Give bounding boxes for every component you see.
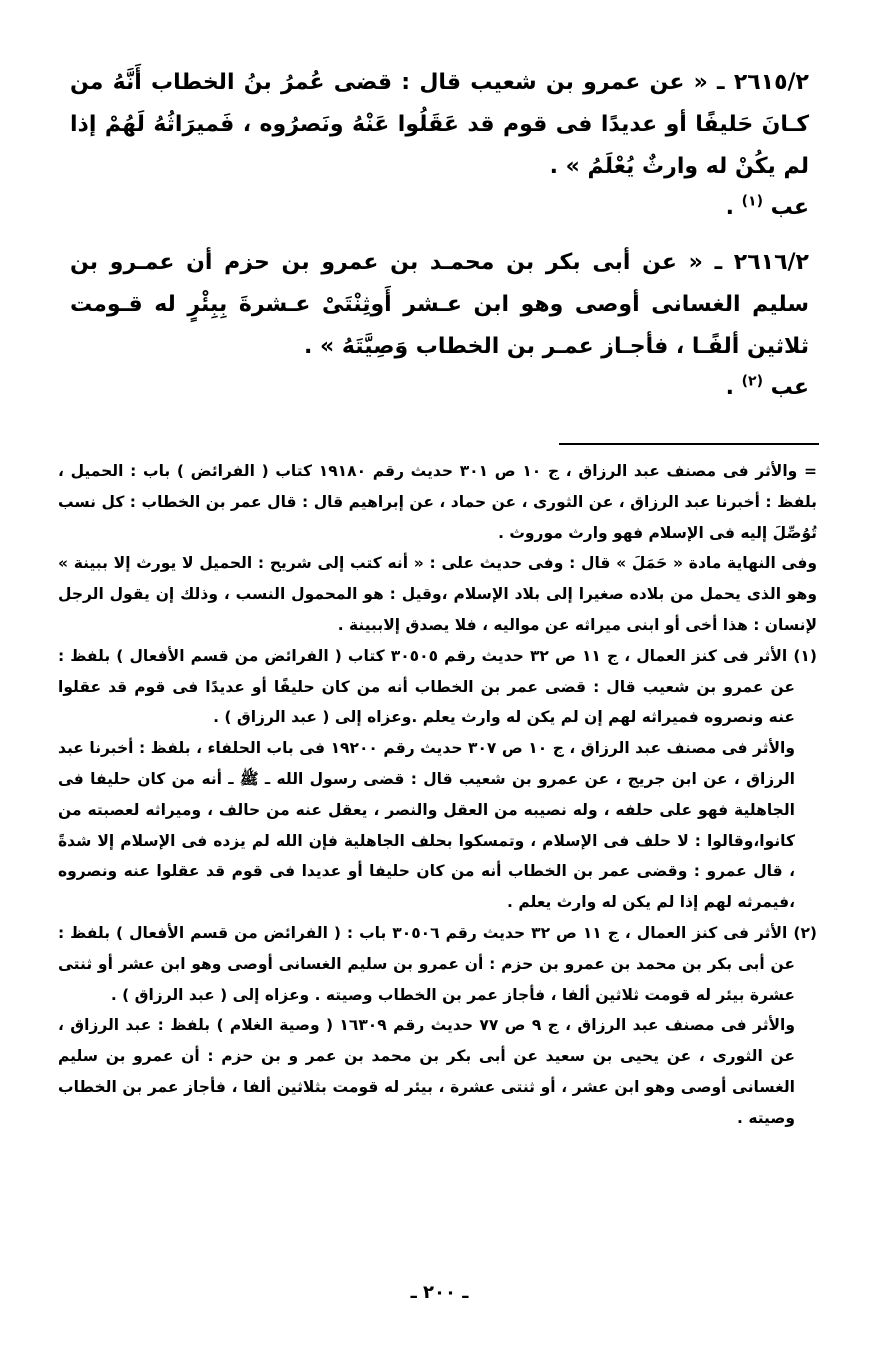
footnote-text: وفى النهاية مادة « حَمَلَ » قال : وفى حديث على : « أنه كتب إلى شريح : الحميل لا يورث إلا ببينة » وهو الذى يحمل من بلاده صغيرا إلى بلاد الإسلام ،وقيل : هو المحمول النسب ، وذلك إن يقول الرجل لإنسان : هذا أخى أو ابنى ميراثه عن مواليه ، فلا يصدق إلاببينة . [58,554,817,634]
footnote-separator [559,443,819,445]
footnote-marker: (٢) [793,923,817,942]
footnote-nihaya [58,548,817,640]
hadith-number: ٢٦١٦/٢ ـ [714,250,809,275]
source-period: . [725,375,734,400]
footnotes-section [58,456,817,1134]
footnote-1-continued [58,733,817,918]
source-period: . [725,195,734,220]
footnote-1 [58,641,817,733]
page-number: ـ ٢٠٠ ـ [410,1282,469,1303]
footnote-text: = والأثر فى مصنف عبد الرزاق ، ج ١٠ ص ٣٠١ حديث رقم ١٩١٨٠ كتاب ( الفرائض ) باب : الحميل ، بلفظ : أخبرنا عبد الرزاق ، عن الثورى ، عن حماد ، عن إبراهيم قال : قال عمر بن الخطاب : كل نسب تُوُصِّلَ إليه فى الإسلام فهو وارث موروث . [58,462,817,542]
footnote-text: والأثر فى مصنف عبد الرزاق ، ج ١٠ ص ٣٠٧ حديث رقم ١٩٢٠٠ فى باب الحلفاء ، بلفظ : أخبرنا عبد الرزاق ، عن ابن جريج ، عن عمرو بن شعيب قال : قضى رسول الله ـ ﷺ ـ أنه من كان حليفا فى الجاهلية فهو على حلفه ، وله نصيبه من العقل والنصر ، يعقل عنه من حالف ، وميراثه لعصبته من كانوا،وقالوا : لا حلف فى الإسلام ، وتمسكوا بحلف الجاهلية فإن الله لم يزده فى الإسلام إلا شدةً ، قال عمرو : وقضى عمر بن الخطاب أنه من كان حليفا أو عديدا فى قوم قد عقلوا عنه ونصروه ،فيمرثه لهم إذا لم يكن له وارث يعلم . [58,739,795,912]
footnote-2 [58,918,817,1010]
hadith-2615 [70,62,809,188]
source-abbrev: عب [770,195,809,220]
footnote-text: الأثر فى كنز العمال ، ج ١١ ص ٣٢ حديث رقم ٣٠٥٠٦ باب : ( الفرائض من قسم الأفعال ) بلفظ : عن أبى بكر بن محمد بن عمرو بن حزم : أن عمرو بن سليم الغسانى أوصى وهو ابن عشر أو ثنتى عشرة بيئر له قومت ثلاثين ألفا ، فأجاز عمر بن الخطاب وصيته . وعزاه إلى ( عبد الرزاق ) . [58,923,795,1004]
hadith-text: « عن عمرو بن شعيب قال : قضى عُمرُ بنُ الخطاب أَنَّهُ من كـانَ حَليفًا أو عديدًا فى قوم قد عَقَلُوا عَنْهُ ونَصرُوه ، فَميرَاثُهُ لَهُمْ إذا لم يكُنْ له وارثٌ يُعْلَمُ » . [70,70,809,179]
hadith-2616 [70,242,809,368]
footnote-text: والأثر فى مصنف عبد الرزاق ، ج ٩ ص ٧٧ حديث رقم ١٦٣٠٩ ( وصية الغلام ) بلفظ : عبد الرزاق ، عن الثورى ، عن يحيى بن سعيد عن أبى بكر بن محمد بن عمر و بن حزم : أن عمرو بن سليم الغسانى أوصى وهو ابن عشر ، أو ثنتى عشرة ، بيئر له قومت بثلاثين ألفا ، فأجاز عمر بن الخطاب وصيته . [58,1016,795,1127]
hadith-text: « عن أبى بكر بن محمـد بن عمرو بن حزم أن عمـرو بن سليم الغسانى أوصى وهو ابن عـشر أَوثِنْتَىْ عـشرةَ بِبِئْرٍ له قـومت ثلاثين ألفًـا ، فأجـاز عمـر بن الخطاب وَصِيَّتَهُ » . [70,250,809,359]
footnote-2-continued [58,1010,817,1133]
footnote-continuation [58,456,817,548]
footnote-text: الأثر فى كنز العمال ، ج ١١ ص ٣٢ حديث رقم ٣٠٥٠٥ كتاب ( الفرائض من قسم الأفعال ) بلفظ : عن عمرو بن شعيب قال : قضى عمر بن الخطاب أنه من كان حليفًا أو عديدًا فى قوم قد عقلوا عنه ونصروه فميراثه لهم إن لم يكن له وارث يعلم .وعزاه إلى ( عبد الرزاق ) . [58,646,795,727]
footnote-ref[interactable]: (١) [741,193,763,210]
hadith-section [70,62,809,422]
hadith-source [70,368,809,408]
footnote-marker: (١) [793,646,817,665]
hadith-number: ٢٦١٥/٢ ـ [717,70,809,95]
footnote-ref[interactable]: (٢) [741,373,763,390]
hadith-source [70,188,809,228]
source-abbrev: عب [770,375,809,400]
